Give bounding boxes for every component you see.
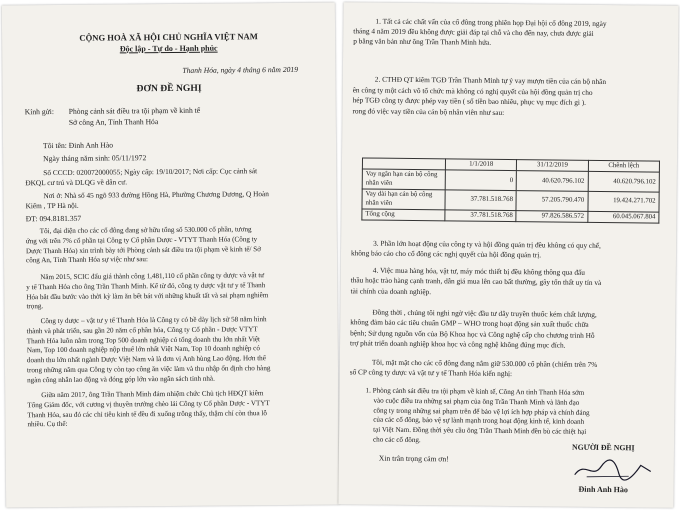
applicant-address-line-1: Nơi ở: Nhà số 45 ngõ 933 đường Hồng Hà, Phường Chương Dương, Q Hoàn: [43, 189, 269, 201]
national-header: CỘNG HOÀ XÃ HỘI CHỦ NGHĨA VIỆT NAM: [79, 31, 258, 43]
signer-title: NGƯỜI ĐỀ NGHỊ: [571, 442, 635, 453]
item-1-shareholder-questions: 1. Tất cả các chất vấn của cổ đông trong phiên họp Đại hội cổ đông 2019, ngày tháng 4 năm 2019 đều không được giải đáp tại chỗ và cho đến nay, chưa được giải p bằng văn bản như ông Trần Thanh Minh hứa.: [353, 16, 607, 48]
table-row-total: [362, 209, 659, 224]
item-2-borrowing: 2. CTHĐ QT kiêm TGĐ Trần Thanh Minh tự ý vay mượn tiền của cán bộ nhân ên công ty một cách vô tổ chức mà không có nghị quyết của hội đồng quản trị cho hép TGĐ công ty được phép vay tiền ( số tiền bao nhiêu, phục vụ mục đích gì ). rong đó việc vay tiền của cán bộ nhân viên như sau:: [352, 74, 607, 117]
closing-line: Xin trân trọng cảm ơn!: [378, 453, 449, 464]
request-1-investigation: 1. Phòng cảnh sát điều tra tội phạm về kinh tế, Công An tỉnh Thanh Hóa sớm vào cuộc điều tra những sai phạm của ông Trần Thanh Minh và lãnh đạo công ty trong những sai phạm trên để bảo vệ lợi ích hợp pháp và chính đáng của các cổ đông, bảo vệ sự lành mạnh trong hoạt động kinh tế, kinh doanh tại Việt Nam. Đồng thời yêu cầu ông Trần Thanh Minh đền bù các thiệt hại cho các cổ đông.: [365, 386, 590, 445]
place-date: Thanh Hóa, ngày 4 tháng 6 năm 2019: [182, 64, 299, 75]
recipient-label: Kính gửi:: [24, 107, 55, 117]
signer-name: Đinh Anh Hào: [578, 484, 628, 495]
table-cell: 37.781.518.768: [445, 210, 516, 222]
table-header-cell: 1/1/2018: [446, 159, 517, 171]
paragraph-representation: Tôi, đại diện cho các cổ đông đang sở hữu tổng số 530.000 cổ phần, tương ứng với trên 7% cổ phần tại Công ty Cổ phần Dược - VTYT Thanh Hóa (Công ty Dược Thanh Hóa) xin trình bày tới Phòng cảnh sát điều tra tội phạm về kinh tế/ Sở công An, Tỉnh Thanh Hóa sự việc như sau:: [25, 225, 262, 265]
letter-page-2: [338, 2, 678, 507]
table-cell: 60.045.067.804: [588, 211, 659, 223]
table-cell: 57.205.790.470: [516, 191, 587, 212]
applicant-address-line-2: Kiếm , TP Hà nội.: [25, 200, 79, 211]
table-cell: 0: [445, 170, 516, 191]
table-cell: 97.826.586.572: [516, 211, 587, 223]
paragraph-company-history: Công ty dược – vật tư y tế Thanh Hóa là Công ty có bề dày lịch sử 58 năm hình thành và phát triển, sau gần 20 năm cổ phần hóa, Công ty Cổ phần - Dược VTYT Thanh Hóa luôn nằm trong Top 500 doanh nghiệp có tổng doanh thu lớn nhất Việt Nam, Top 100 doanh nghiệp nộp thuế lớn nhất Việt Nam, Top 10 doanh nghiệp có doanh thu lớn nhất ngành Dược Việt Nam và là đơn vị Anh hùng Lao động. Hơn thế trong những năm qua Công ty còn tạo công ăn việc làm và thu nhập ổn định cho hàng ngàn công nhân lao động và đóng góp lớn vào ngân sách tỉnh nhà.: [26, 315, 271, 385]
table-header-cell: 31/12/2019: [517, 160, 588, 172]
table-cell: 37.781.518.768: [445, 190, 516, 211]
table-header-cell: Chênh lệch: [588, 160, 659, 172]
table-cell: Tổng cộng: [362, 209, 445, 221]
borrowing-table: [361, 157, 660, 224]
table-cell: Vay ngắn hạn cán bộ công nhân viên: [362, 169, 445, 190]
recipient-line-2: Sở công An, Tỉnh Thanh Hóa: [68, 117, 159, 127]
table-cell: Vay dài hạn cán bộ công nhân viên: [362, 189, 445, 210]
applicant-id-line-2: ĐKQL cư trú và DLQG về dân cư.: [25, 177, 128, 188]
letter-page-1: [2, 3, 339, 508]
applicant-name: Tôi tên: Đinh Anh Hào: [43, 140, 114, 151]
applicant-phone: ĐT: 094.8181.357: [25, 213, 82, 224]
table-cell: 40.620.796.102: [517, 171, 588, 192]
motto: Độc lập - Tự do - Hạnh phúc: [119, 43, 218, 54]
table-header-cell: [362, 158, 445, 170]
item-3-governance: 3. Phần lớn hoạt động của công ty và hội đồng quản trị đều không có quy chế, không báo cáo cho cổ đông các nghị quyết của hội đồng quản trị.: [350, 238, 601, 260]
table-cell: 40.620.796.102: [588, 172, 660, 193]
handwritten-signature: [567, 457, 657, 484]
table-cell: 19.424.271.702: [588, 192, 660, 213]
applicant-id-line-1: Số CCCD: 020072000055; Ngày cấp: 19/10/2017; Nơi cấp: Cục cảnh sát: [43, 166, 258, 178]
applicant-dob: Ngày tháng năm sinh: 05/11/1972: [43, 153, 147, 164]
paragraph-scic-auction: Năm 2015, SCIC đấu giá thành công 1,481,110 cổ phần công ty dược và vật tư y tế Thanh Hóa cho ông Trần Thanh Minh. Kể từ đó, công ty dược vật tư y tế Thanh Hóa bắt đầu bước vào thời kỳ làm ăn bết bát với những khuất tất và sai phạm nghiêm trọng.: [26, 271, 269, 311]
paragraph-leadership: Giữa năm 2017, ông Trần Thanh Minh đảm nhiệm chức Chủ tịch HĐQT kiêm Tổng Giám đốc, với cương vị thuyền trưởng chèo lái Công ty Cổ phần Dược - VTYT Thanh Hóa, sau đó các chỉ tiêu kinh tế đều đi xuống trông thấy, thậm chí còn thua lỗ nhiều. Cụ thể:: [27, 389, 270, 429]
paragraph-gmp-concerns: Đồng thời , chúng tôi nghi ngờ việc đầu tư dây truyền thuốc kém chất lượng, không đảm bảo các tiêu chuẩn GMP – WHO trong hoạt động sản xuất thuốc chữa bệnh; Sử dụng nguồn vốn của Bộ Khoa học và Công nghệ cấp cho chương trình Hỗ trợ phát triển doanh nghiệp khoa học và công nghệ không đúng mục đích.: [350, 307, 597, 350]
document-title: ĐƠN ĐỀ NGHỊ: [136, 82, 202, 95]
paragraph-petition: Tôi, mặt mặt cho các cổ đông đang nắm giữ 530.000 cổ phần (chiếm trên 7% số CP công ty dược và vật tư y tế Thanh Hóa kiến nghị:: [349, 357, 598, 379]
recipient-line-1: Phòng cảnh sát điều tra tội phạm về kinh tế: [68, 105, 201, 116]
item-4-procurement: 4. Việc mua hàng hóa, vật tư, máy móc thiết bị đều không thông qua đấu thầu hoặc trào hàng cạnh tranh, dẫn giá mua lên cao bất thường, gây tổn thất uy tín và tài chính của doanh nghiệp.: [350, 265, 602, 297]
